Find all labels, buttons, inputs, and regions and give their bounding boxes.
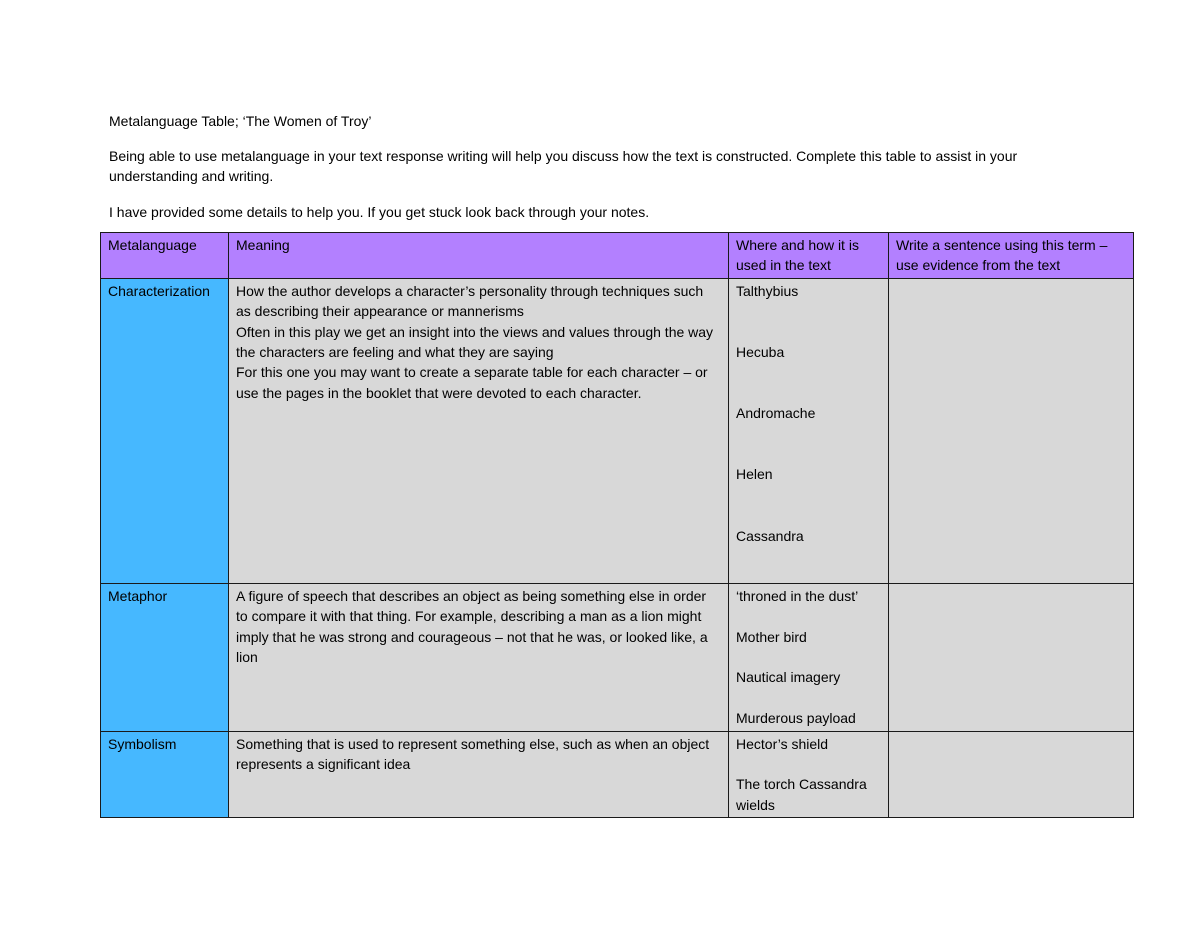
header-metalanguage: Metalanguage — [101, 233, 229, 279]
table-row — [101, 583, 1134, 731]
table-header-row — [101, 233, 1134, 279]
use-item: Talthybius — [736, 282, 799, 299]
uses-cell — [729, 278, 889, 583]
use-item: Hecuba — [736, 344, 785, 361]
uses-cell — [729, 583, 889, 731]
hint-paragraph: I have provided some details to help you. If you get stuck look back through your notes. — [109, 204, 650, 220]
meaning-line: Something that is used to represent something else, such as when an object represents a significant idea — [236, 735, 710, 773]
sentence-cell[interactable] — [889, 583, 1134, 731]
use-item: The torch Cassandra wields — [736, 776, 867, 813]
meaning-line: How the author develops a character’s personality through techniques such as describing their appearance or mannerisms — [236, 282, 704, 320]
meaning-cell — [229, 583, 729, 731]
meaning-line: A figure of speech that describes an object as being something else in order to compare it with that thing. For example, describing a man as a lion might imply that he was strong and courageous – not that he was, or looked like, a lion — [236, 587, 708, 666]
metalanguage-table — [100, 232, 1134, 818]
header-write-sentence: Write a sentence using this term – use evidence from the text — [889, 233, 1134, 279]
table-row — [101, 278, 1134, 583]
use-item: Nautical imagery — [736, 669, 841, 686]
meaning-line: Often in this play we get an insight into the views and values through the way the characters are feeling and what they are saying — [236, 323, 714, 361]
document-title: Metalanguage Table; ‘The Women of Troy’ — [109, 113, 372, 129]
sentence-cell[interactable] — [889, 278, 1134, 583]
use-item: Andromache — [736, 405, 816, 422]
use-item: ‘throned in the dust’ — [736, 587, 859, 604]
use-item: Murderous payload — [736, 710, 856, 727]
use-item: Mother bird — [736, 628, 807, 645]
meaning-cell — [229, 278, 729, 583]
use-item: Cassandra — [736, 527, 804, 544]
uses-cell — [729, 731, 889, 818]
intro-paragraph: Being able to use metalanguage in your text response writing will help you discuss how the text is constructed. Complete this table to assist in your understanding and writing. — [109, 148, 1018, 184]
sentence-cell[interactable] — [889, 731, 1134, 818]
term-cell: Metaphor — [101, 583, 229, 731]
use-item: Helen — [736, 466, 773, 483]
use-item: Hector’s shield — [736, 735, 829, 752]
term-cell: Symbolism — [101, 731, 229, 818]
meaning-cell — [229, 731, 729, 818]
meaning-line: For this one you may want to create a separate table for each character – or use the pages in the booklet that were devoted to each character. — [236, 364, 708, 401]
table-row — [101, 731, 1134, 818]
header-meaning: Meaning — [229, 233, 729, 279]
term-cell: Characterization — [101, 278, 229, 583]
header-where-used: Where and how it is used in the text — [729, 233, 889, 279]
